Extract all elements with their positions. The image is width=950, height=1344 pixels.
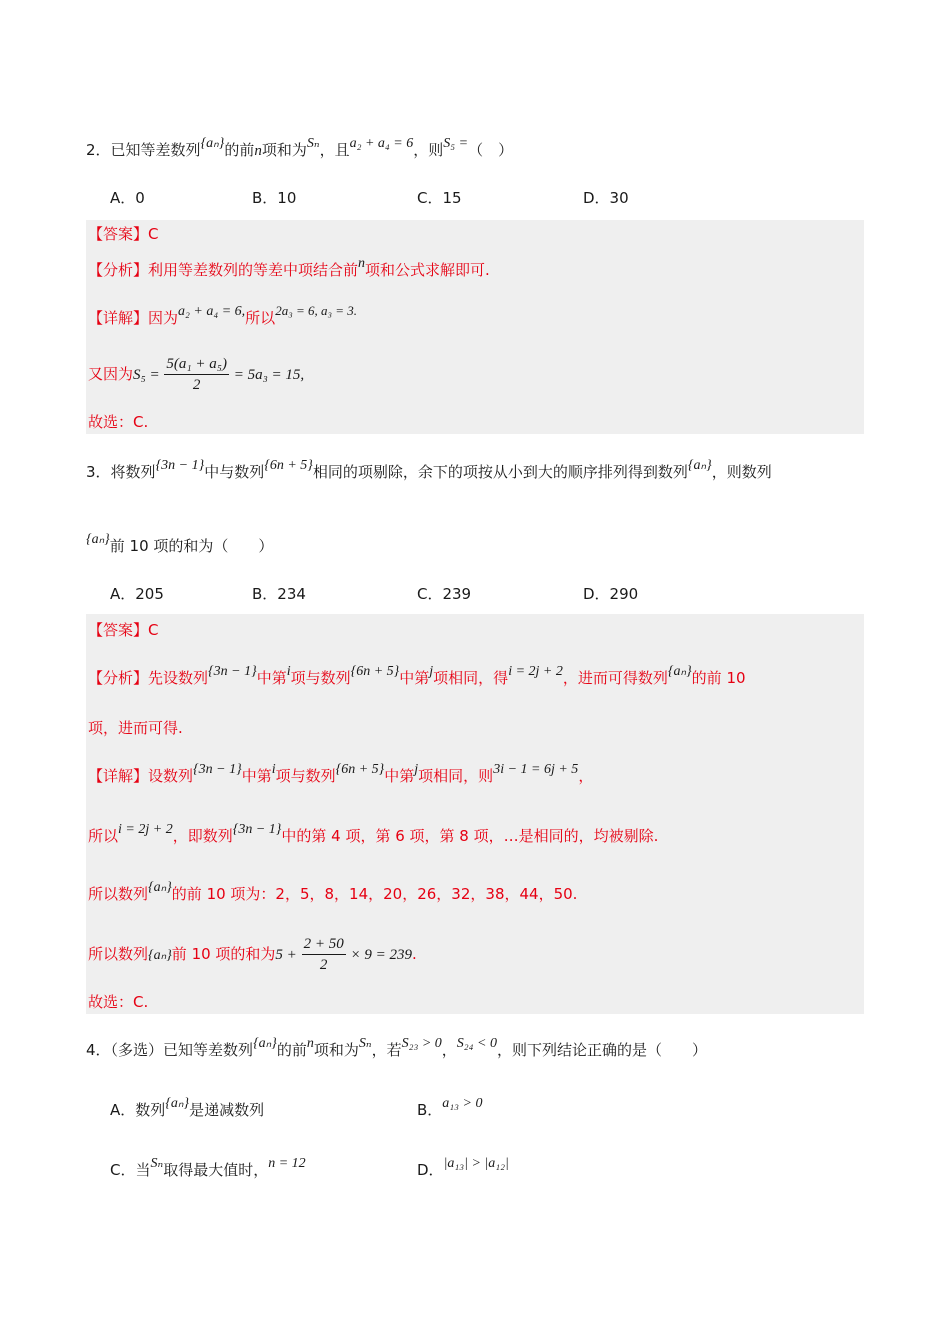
fraction: $\frac{\text{5(a₁ + a₅)}}{2}$ xyxy=(166,356,227,393)
q2-option-a: A．0 xyxy=(110,189,145,207)
q3-analysis-cont: 项，进而可得. xyxy=(88,719,183,737)
q2-detail-sum: 又因为S₅ = $\frac{\text{5(a₁ + a₅)}}{2}$ = 5a₃ = 15, xyxy=(88,356,305,393)
q4-option-c: C．当Sₙ取得最大值时，n = 12 xyxy=(110,1156,306,1179)
q2-stem: 2．已知等差数列{aₙ}的前n项和为Sₙ，且a₂ + a₄ = 6，则S₅ =（ ） xyxy=(86,136,514,159)
q3-option-d: D．290 xyxy=(583,585,639,603)
q2-option-b: B．10 xyxy=(252,189,297,207)
q3-answer: 【答案】C xyxy=(88,621,159,639)
q3-choose: 故选：C. xyxy=(88,993,149,1011)
q3-detail-2: 所以i = 2j + 2，即数列{3n − 1}中的第 4 项，第 6 项，第 8 项，…是相同的，均被剔除. xyxy=(88,822,659,845)
q3-option-b: B．234 xyxy=(252,585,306,603)
q2-solution-box xyxy=(86,220,864,434)
q3-solution-box xyxy=(86,614,864,1014)
sequence: {aₙ} xyxy=(200,136,225,151)
q4-option-a: A．数列{aₙ}是递减数列 xyxy=(110,1096,265,1119)
q3-detail-3: 所以数列{aₙ}的前 10 项为：2，5，8，14，20，26，32，38，44，50. xyxy=(88,880,578,903)
q3-detail-4: 所以数列{aₙ}前 10 项的和为5 + $\frac{2 + 50}{2}$ × 9 = 239. xyxy=(88,936,417,973)
q4-option-d: D．|a₁₃| > |a₁₂| xyxy=(417,1156,509,1179)
fraction: $\frac{2 + 50}{2}$ xyxy=(303,936,344,973)
q3-number: 3． xyxy=(86,463,111,481)
q3-stem: 3．将数列{3n − 1}中与数列{6n + 5}相同的项剔除，余下的项按从小到大的顺序排列得到数列{aₙ}，则数列 xyxy=(86,458,772,481)
q3-stem-cont: {aₙ}前 10 项的和为（ ） xyxy=(86,532,274,555)
q3-analysis: 【分析】先设数列{3n − 1}中第i项与数列{6n + 5}中第j项相同，得i = 2j + 2，进而可得数列{aₙ}的前 10 xyxy=(88,664,746,687)
q2-answer: 【答案】C xyxy=(88,225,159,243)
q2-detail: 【详解】因为a₂ + a₄ = 6,所以2a₃ = 6, a₃ = 3. xyxy=(88,303,358,327)
q3-option-a: A．205 xyxy=(110,585,164,603)
q4-number: 4． xyxy=(86,1041,111,1059)
q4-stem: 4．（多选）已知等差数列{aₙ}的前n项和为Sₙ，若S₂₃ > 0，S₂₄ < 0，则下列结论正确的是（ ） xyxy=(86,1036,707,1059)
q4-option-b: B．a₁₃ > 0 xyxy=(417,1096,483,1119)
q2-number: 2． xyxy=(86,141,111,159)
q2-option-c: C．15 xyxy=(417,189,462,207)
q3-option-c: C．239 xyxy=(417,585,472,603)
q3-detail: 【详解】设数列{3n − 1}中第i项与数列{6n + 5}中第j项相同，则3i − 1 = 6j + 5， xyxy=(88,762,594,785)
q2-option-d: D．30 xyxy=(583,189,629,207)
q2-choose: 故选：C. xyxy=(88,413,149,431)
q2-analysis: 【分析】利用等差数列的等差中项结合前n项和公式求解即可. xyxy=(88,256,490,279)
